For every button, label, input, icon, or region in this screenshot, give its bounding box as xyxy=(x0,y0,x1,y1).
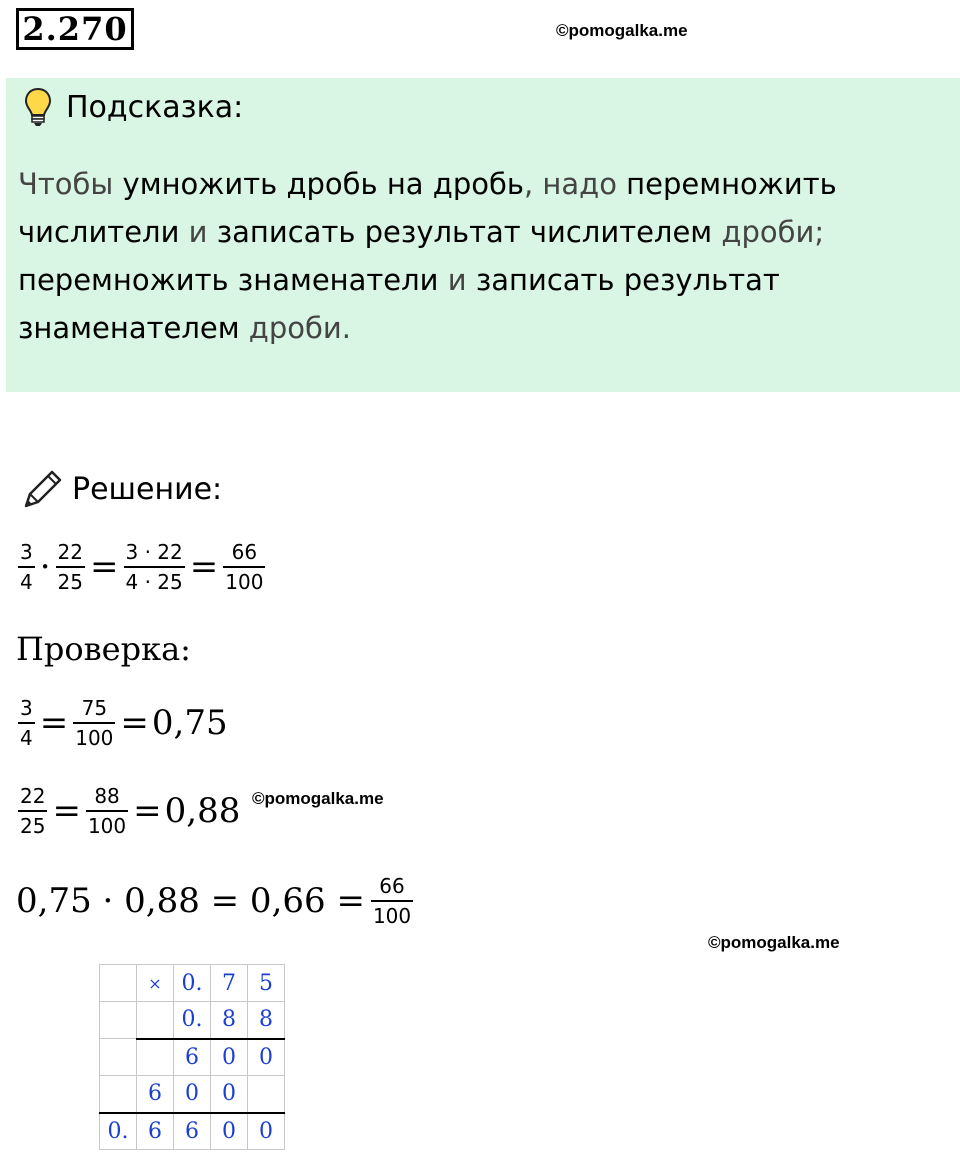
decimal-result: 0,88 xyxy=(164,791,241,831)
fraction xyxy=(56,540,85,594)
equation-main xyxy=(16,540,267,594)
watermark: ©pomogalka.me xyxy=(252,789,384,808)
denominator: 4 · 25 xyxy=(125,570,183,594)
mult-cell xyxy=(100,1002,137,1039)
mult-row xyxy=(100,1002,285,1039)
hint-plain-text: Чтобы xyxy=(18,167,123,201)
equals-sign: = xyxy=(189,547,219,587)
fraction xyxy=(86,784,128,838)
operator: · xyxy=(39,547,51,587)
mult-cell: 0 xyxy=(248,1113,285,1150)
product-expression: 0,75 · 0,88 = 0,66 = xyxy=(16,881,365,921)
mult-cell: 0. xyxy=(100,1113,137,1150)
mult-cell: 0. xyxy=(174,1002,211,1039)
numerator: 88 xyxy=(86,784,128,812)
mult-cell: 5 xyxy=(248,965,285,1002)
hint-text xyxy=(18,160,948,352)
fraction xyxy=(223,540,265,594)
numerator: 22 xyxy=(18,784,47,812)
hint-emphasis: перемножить числители xyxy=(18,167,837,249)
numerator: 66 xyxy=(371,874,413,902)
mult-row xyxy=(100,1076,285,1113)
denominator: 100 xyxy=(87,814,127,838)
hint-emphasis: записать результат знаменателем xyxy=(18,263,780,345)
mult-cell: 8 xyxy=(248,1002,285,1039)
mult-cell: 0. xyxy=(174,965,211,1002)
numerator: 3 xyxy=(18,540,35,568)
hint-plain-text: дроби. xyxy=(239,311,351,345)
mult-cell xyxy=(100,1076,137,1113)
pencil-icon xyxy=(18,466,66,514)
mult-cell xyxy=(100,1039,137,1076)
hint-plain-text: дроби; xyxy=(712,215,825,249)
equals-sign: = xyxy=(39,703,69,743)
mult-row xyxy=(100,1113,285,1150)
check-label: Проверка: xyxy=(16,630,191,668)
hint-emphasis: перемножить знаменатели xyxy=(18,263,439,297)
hint-emphasis: умножить дробь на дробь xyxy=(122,167,524,201)
watermark: ©pomogalka.me xyxy=(708,933,840,952)
equation-check-2 xyxy=(16,784,240,838)
equals-sign: = xyxy=(90,547,119,587)
column-multiplication xyxy=(99,964,285,1150)
mult-cell: 7 xyxy=(211,965,248,1002)
watermark: ©pomogalka.me xyxy=(556,21,688,40)
numerator: 75 xyxy=(73,696,115,724)
mult-cell xyxy=(100,965,137,1002)
numerator: 66 xyxy=(223,540,265,568)
mult-cell: 0 xyxy=(248,1039,285,1076)
hint-plain-text: , надо xyxy=(523,167,627,201)
task-number: 2.270 xyxy=(16,8,134,50)
equals-sign: = xyxy=(133,791,162,831)
mult-cell xyxy=(137,1002,174,1039)
fraction xyxy=(18,784,47,838)
mult-cell: 0 xyxy=(211,1113,248,1150)
mult-cell: 6 xyxy=(137,1113,174,1150)
mult-cell: 6 xyxy=(137,1076,174,1113)
decimal-result: 0,75 xyxy=(151,703,228,743)
denominator: 25 xyxy=(57,570,83,594)
numerator: 3 xyxy=(18,696,35,724)
fraction xyxy=(124,540,185,594)
fraction xyxy=(18,696,35,750)
fraction xyxy=(18,540,35,594)
mult-cell: 6 xyxy=(174,1113,211,1150)
denominator: 100 xyxy=(225,570,264,594)
equals-sign: = xyxy=(120,703,149,743)
fraction xyxy=(73,696,115,750)
multiply-sign: × xyxy=(137,965,174,1002)
solution-title: Решение: xyxy=(72,472,223,507)
mult-row xyxy=(100,965,285,1002)
mult-cell: 0 xyxy=(174,1076,211,1113)
hint-title: Подсказка: xyxy=(66,90,244,125)
denominator: 100 xyxy=(75,726,114,750)
equation-product xyxy=(16,874,415,928)
numerator: 22 xyxy=(56,540,85,568)
denominator: 25 xyxy=(20,814,46,838)
equation-check-1 xyxy=(16,696,228,750)
lightbulb-icon xyxy=(22,86,54,128)
hint-emphasis: записать результат числителем xyxy=(216,215,713,249)
denominator: 4 xyxy=(20,570,33,594)
mult-row xyxy=(100,1039,285,1076)
numerator: 3 · 22 xyxy=(124,540,185,568)
mult-cell: 6 xyxy=(174,1039,211,1076)
mult-cell xyxy=(137,1039,174,1076)
hint-plain-text: и xyxy=(438,263,476,297)
hint-plain-text: и xyxy=(179,215,217,249)
mult-cell: 8 xyxy=(211,1002,248,1039)
denominator: 4 xyxy=(20,726,33,750)
mult-cell xyxy=(248,1076,285,1113)
mult-cell: 0 xyxy=(211,1076,248,1113)
denominator: 100 xyxy=(372,904,412,928)
equals-sign: = xyxy=(52,791,81,831)
fraction xyxy=(371,874,413,928)
mult-cell: 0 xyxy=(211,1039,248,1076)
